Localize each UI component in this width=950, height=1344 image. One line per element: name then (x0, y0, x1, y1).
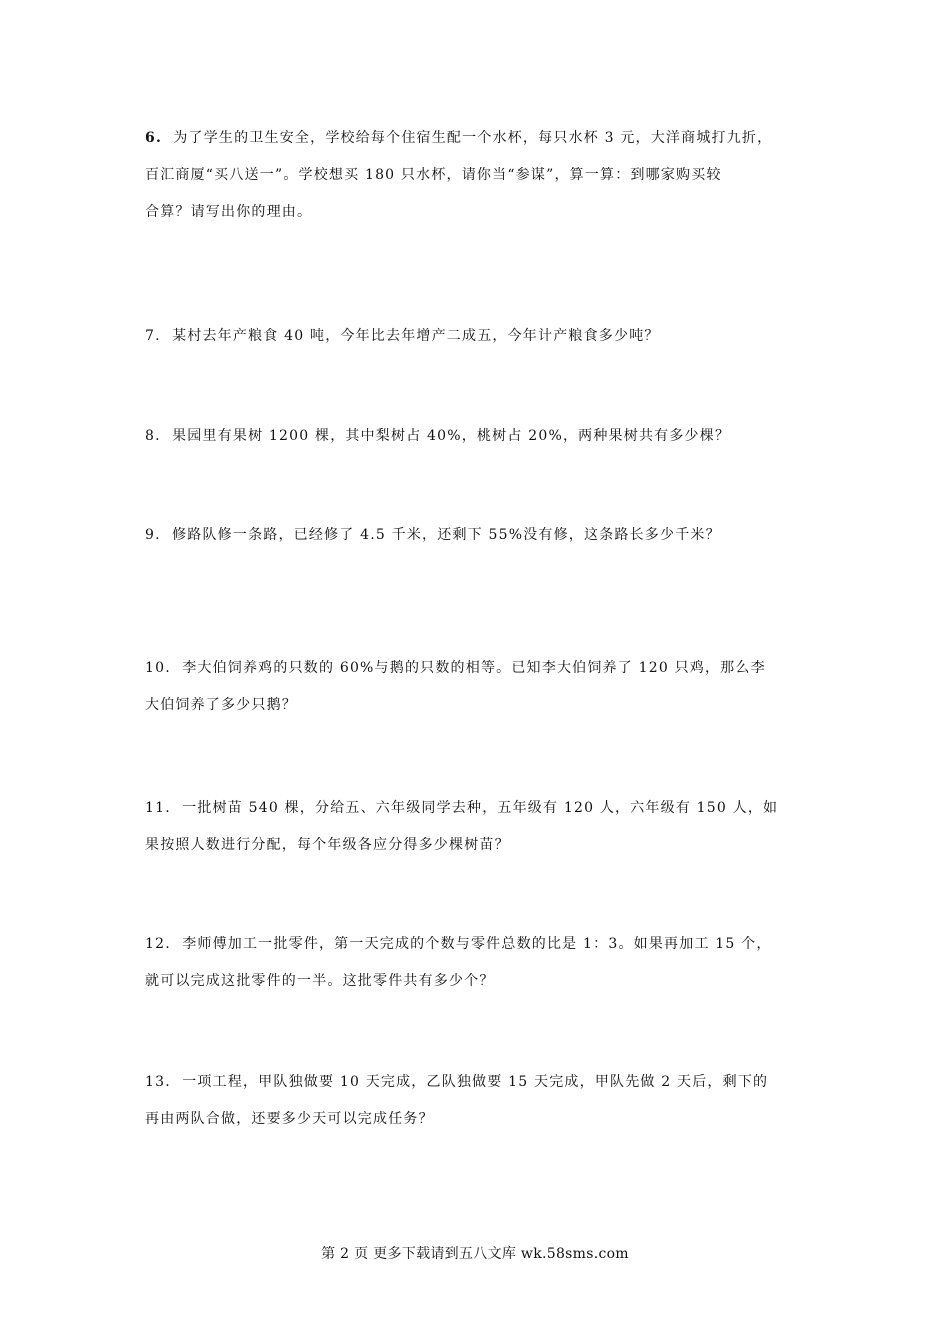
problem-text: 李大伯饲养鸡的只数的 60%与鹅的只数的相等。已知李大伯饲养了 120 只鸡，那么李 (182, 660, 766, 676)
problem-line (145, 120, 820, 157)
problem-number: 11. (145, 800, 171, 816)
problem-number: 7. (145, 328, 161, 344)
problem-text: 一项工程，甲队独做要 10 天完成，乙队独做要 15 天完成，甲队先做 2 天后，剩下的 (182, 1074, 769, 1090)
problem-line (145, 517, 820, 554)
problem-number: 6. (145, 130, 163, 146)
problem-11 (145, 790, 820, 864)
problem-line (145, 650, 820, 687)
problem-line: 就可以完成这批零件的一半。这批零件共有多少个？ (145, 973, 495, 989)
problem-number: 12. (145, 936, 171, 952)
problem-number: 13. (145, 1074, 171, 1090)
problem-7 (145, 318, 820, 355)
problem-line: 百汇商厦“买八送一”。学校想买 180 只水杯，请你当“参谋”，算一算：到哪家购买较 (145, 167, 722, 183)
problem-line (145, 418, 820, 455)
problem-line: 合算？请写出你的理由。 (145, 204, 313, 220)
problem-text: 李师傅加工一批零件，第一天完成的个数与零件总数的比是 1：3。如果再加工 15 个， (182, 936, 772, 952)
problem-line: 大伯饲养了多少只鹅？ (145, 697, 297, 713)
problem-text: 为了学生的卫生安全，学校给每个住宿生配一个水杯，每只水杯 3 元，大洋商城打九折， (173, 130, 773, 146)
problem-9 (145, 517, 820, 554)
problem-line: 果按照人数进行分配，每个年级各应分得多少棵树苗？ (145, 837, 510, 853)
problem-12 (145, 926, 820, 1000)
problem-number: 8. (145, 428, 161, 444)
problem-number: 10. (145, 660, 171, 676)
problem-8 (145, 418, 820, 455)
problem-13 (145, 1064, 820, 1138)
problem-line (145, 926, 820, 963)
problem-text: 修路队修一条路，已经修了 4.5 千米，还剩下 55%没有修，这条路长多少千米？ (172, 527, 721, 543)
problem-line: 再由两队合做，还要多少天可以完成任务？ (145, 1111, 434, 1127)
problem-number: 9. (145, 527, 161, 543)
problem-line (145, 318, 820, 355)
problem-line (145, 1064, 820, 1101)
problem-6 (145, 120, 820, 231)
problem-text: 果园里有果树 1200 棵，其中梨树占 40%，桃树占 20%，两种果树共有多少棵？ (172, 428, 731, 444)
problem-10 (145, 650, 820, 724)
problem-text: 某村去年产粮食 40 吨，今年比去年增产二成五，今年计产粮食多少吨？ (172, 328, 660, 344)
page-footer: 第 2 页 更多下载请到五八文库 wk.58sms.com (321, 1246, 629, 1262)
problem-line (145, 790, 820, 827)
problem-text: 一批树苗 540 棵，分给五、六年级同学去种，五年级有 120 人，六年级有 150 人，如 (182, 800, 779, 816)
